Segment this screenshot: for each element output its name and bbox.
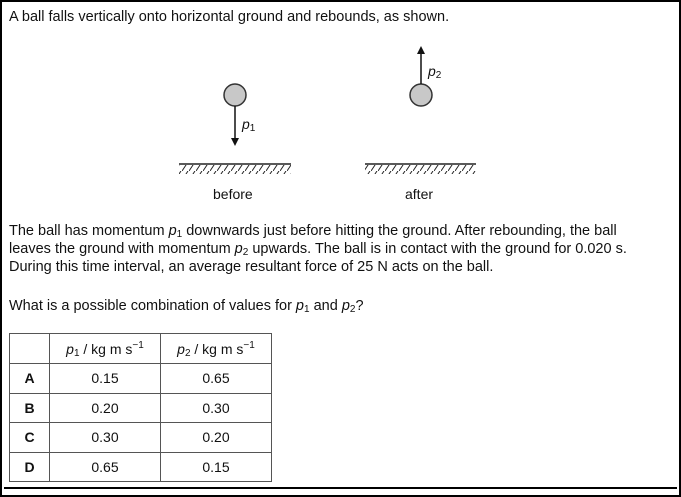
option-letter: D [10, 452, 50, 482]
table-row [10, 393, 272, 423]
arrowhead-up [417, 46, 425, 54]
p2-value: 0.15 [161, 452, 272, 482]
ball-diagram [0, 0, 681, 220]
options-table [9, 333, 272, 482]
header-blank [10, 334, 50, 364]
intro-text: A ball falls vertically onto horizontal ground and rebounds, as shown. [9, 9, 450, 25]
table-row [10, 423, 272, 453]
p1-value: 0.30 [50, 423, 161, 453]
p1-value: 0.65 [50, 452, 161, 482]
header-p2: $p_2$ / kg m $s^{-1}$ [161, 334, 272, 364]
p2-value: 0.20 [161, 423, 272, 453]
p1-value: 0.15 [50, 364, 161, 394]
p2-value: 0.30 [161, 393, 272, 423]
label-before: before [213, 186, 253, 202]
ball-before [224, 84, 246, 106]
problem-paragraph [9, 222, 677, 276]
arrowhead-down [231, 138, 239, 146]
label-p2: $p_2$ [428, 63, 442, 81]
p1-value: 0.20 [50, 393, 161, 423]
ground-hatch-after [365, 165, 476, 174]
label-after: after [405, 186, 434, 202]
table-row [10, 364, 272, 394]
option-letter: C [10, 423, 50, 453]
paragraph-line-3: During this time interval, an average resultant force of 25 N acts on the ball. [9, 259, 494, 275]
option-letter: B [10, 393, 50, 423]
paragraph-line-1: The ball has momentum $p_1$ downwards just before hitting the ground. After rebounding, the ball [9, 223, 617, 240]
label-p1: $p_1$ [242, 116, 256, 134]
ball-after [410, 84, 432, 106]
table-header-row [10, 334, 272, 364]
option-letter: A [10, 364, 50, 394]
bottom-rule [4, 487, 677, 489]
ground-hatch-before [179, 165, 291, 174]
table-row [10, 452, 272, 482]
p2-value: 0.65 [161, 364, 272, 394]
question-text: What is a possible combination of values for $p_1$ and $p_2$? [9, 298, 364, 315]
header-p1: $p_1$ / kg m $s^{-1}$ [50, 334, 161, 364]
paragraph-line-2: leaves the ground with momentum $p_2$ upwards. The ball is in contact with the ground for 0.020 s. [9, 241, 627, 258]
